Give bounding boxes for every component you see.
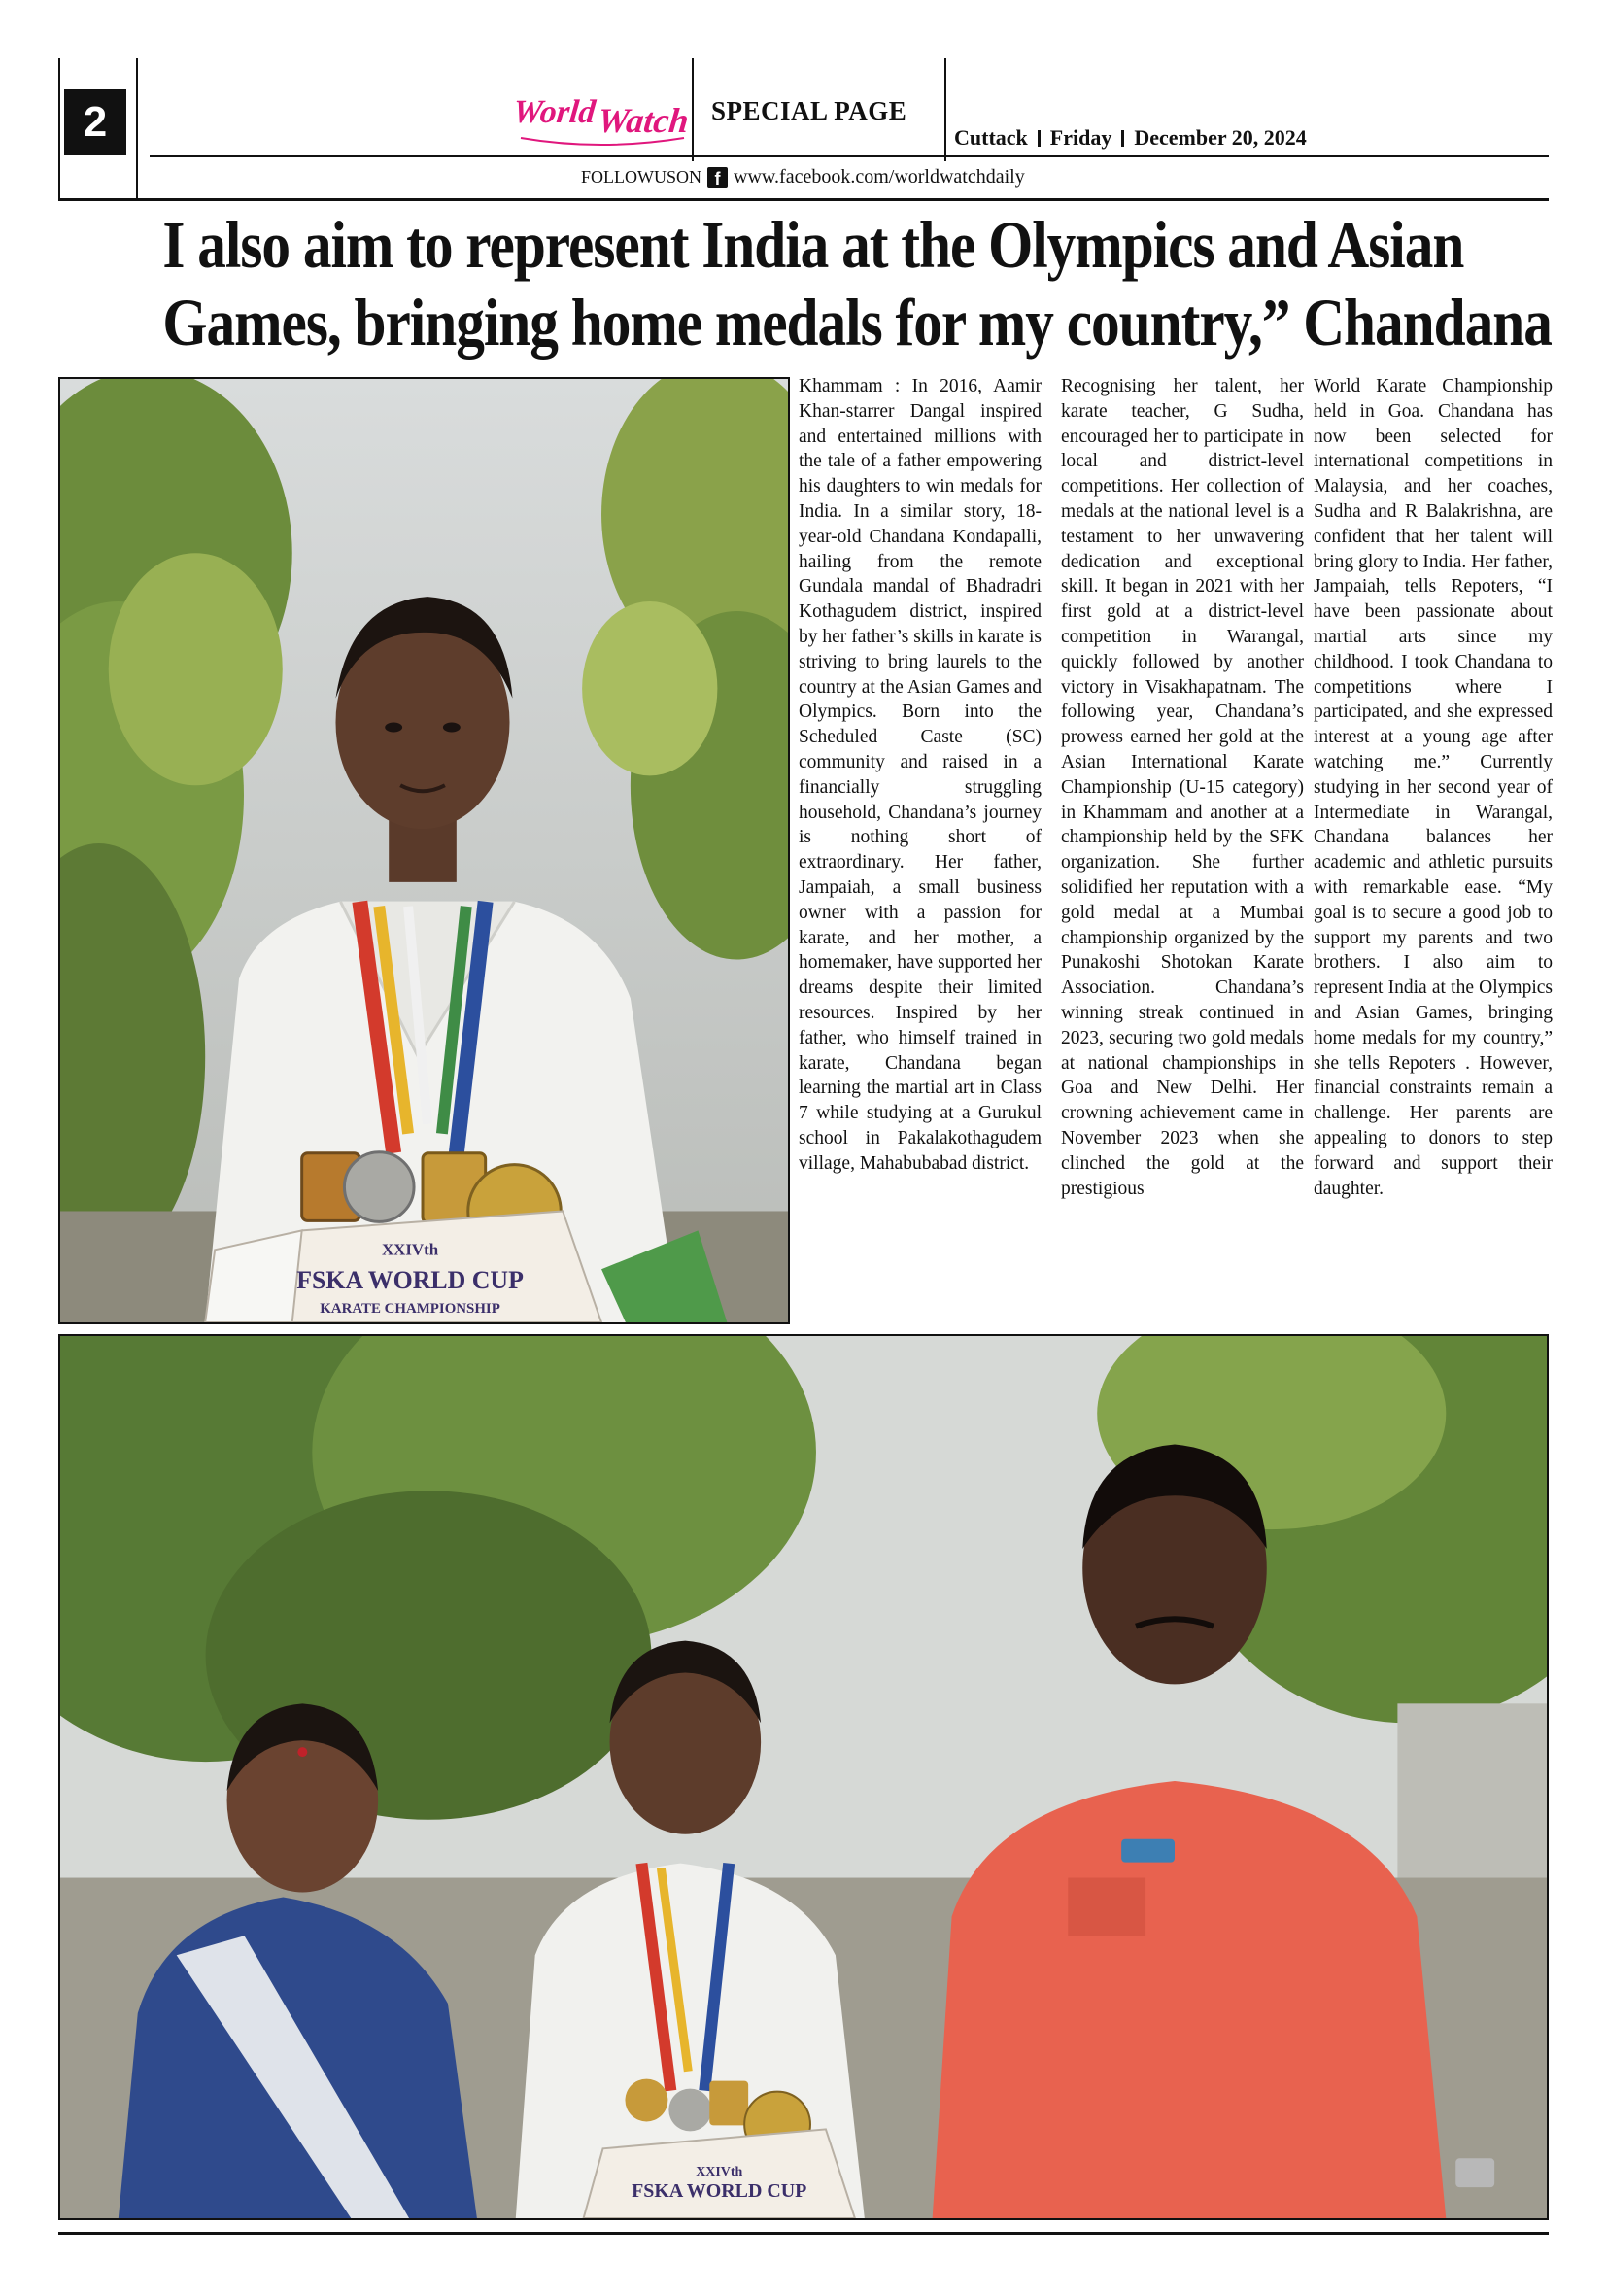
article-column-3-text: World Karate Championship held in Goa. Chandana has now been selected for international competitions in Malaysia, and her coaches, Sudha and R Balakrishna, are confident that her talent will bring glory to India. Her father, Jampaiah, tells Repoters, “I have been passionate about martial arts since my childhood. I took Chandana to competitions where I participated, and she expressed interest at a young age after watching me.” Currently studying in her second year of Intermediate in Warangal, Chandana balances her academic and athletic pursuits with remarkable ease. “My goal is to secure a good job to support my parents and two brothers. I also aim to represent India at the Olympics and Asian Games, bringing home medals for my country,” she tells Repoters . However, financial constraints remain a challenge. Her parents are appealing to donors to step forward and support their daughter.	[1314, 376, 1553, 1199]
headline-line-1: I also aim to represent India at the Olympics and Asian	[162, 208, 1464, 282]
certificate-title: FSKA WORLD CUP	[296, 1266, 524, 1295]
photo-chandana-with-medals	[58, 377, 790, 1324]
headline-line-2: Games, bringing home medals for my country,” Chandana	[162, 286, 1552, 360]
svg-text:Watch: Watch	[596, 101, 688, 140]
facebook-link[interactable]: www.facebook.com/worldwatchdaily	[734, 166, 1025, 188]
masthead-section-vertical-rule	[944, 58, 946, 161]
article-column-2-text: Recognising her talent, her karate teacher, G Sudha, encouraged her to participate in local and district-level competitions. Her collection of medals at the national level is a testament to her unwavering dedication and exceptional skill. It began in 2021 with her first gold at a district-level competition in Warangal, quickly followed by another victory in Visakhapatnam. The following year, Chandana’s prowess earned her gold at the Asian International Karate Championship (U-15 category) in Khammam and another at a championship held by the SFK organization. She further solidified her reputation with a gold medal at a Mumbai championship organized by the Punakoshi Shotokan Karate Association. Chandana’s winning streak continued in 2023, securing two gold medals at national championships in Goa and New Delhi. Her crowning achievement came in November 2023 when she clinched the gold at the prestigious	[1061, 376, 1304, 1199]
follow-label: FOLLOWUSON	[581, 167, 701, 187]
dateline	[954, 125, 1307, 151]
article-column-2	[1061, 374, 1304, 1321]
article-column-3	[1314, 374, 1553, 1321]
certificate-subtitle: KARATE CHAMPIONSHIP	[320, 1301, 500, 1318]
masthead-bottom-rule	[58, 198, 1549, 201]
follow-us-bar	[581, 166, 1025, 188]
dateline-separator	[1038, 130, 1041, 147]
page-bottom-rule	[58, 2232, 1549, 2235]
article-column-1-text: Khammam : In 2016, Aamir Khan-starrer Dangal inspired and entertained millions with the tale of a father empowering his daughters to win medals for India. In a similar story, 18-year-old Chandana Kondapalli, hailing from the remote Gundala mandal of Bhadradri Kothagudem district, inspired by her father’s skills in karate is striving to bring laurels to the country at the Asian Games and Olympics. Born into the Scheduled Caste (SC) community and raised in a financially struggling household, Chandana’s journey is nothing short of extraordinary. Her father, Jampaiah, a small business owner with a passion for karate, and her mother, a homemaker, have supported her dreams despite their limited resources. Inspired by her father, who himself trained in karate, Chandana began learning the martial art in Class 7 while studying at a Gurukul school in Pakalakothagudem village, Mahabubabad district.	[799, 376, 1042, 1174]
page-number: 2	[64, 89, 126, 155]
photo-chandana-with-parents	[58, 1334, 1549, 2220]
masthead-page-vertical-rule	[136, 58, 138, 200]
facebook-icon[interactable]: f	[707, 167, 728, 188]
bottom-certificate-edition: XXIVth	[696, 2165, 743, 2180]
dateline-date: December 20, 2024	[1134, 125, 1307, 150]
bottom-certificate-title: FSKA WORLD CUP	[632, 2180, 807, 2203]
dateline-city: Cuttack	[954, 125, 1028, 150]
world-watch-logo	[513, 78, 688, 157]
dateline-separator	[1121, 130, 1124, 147]
masthead-logo-vertical-rule	[692, 58, 694, 161]
article-column-1	[799, 374, 1042, 1321]
masthead-horizontal-rule	[150, 155, 1549, 157]
masthead-left-vertical-rule	[58, 58, 60, 200]
certificate-edition: XXIVth	[381, 1240, 439, 1259]
article-headline	[162, 206, 1552, 361]
section-title: SPECIAL PAGE	[711, 96, 907, 125]
dateline-day: Friday	[1049, 125, 1112, 150]
svg-text:World: World	[513, 94, 598, 130]
